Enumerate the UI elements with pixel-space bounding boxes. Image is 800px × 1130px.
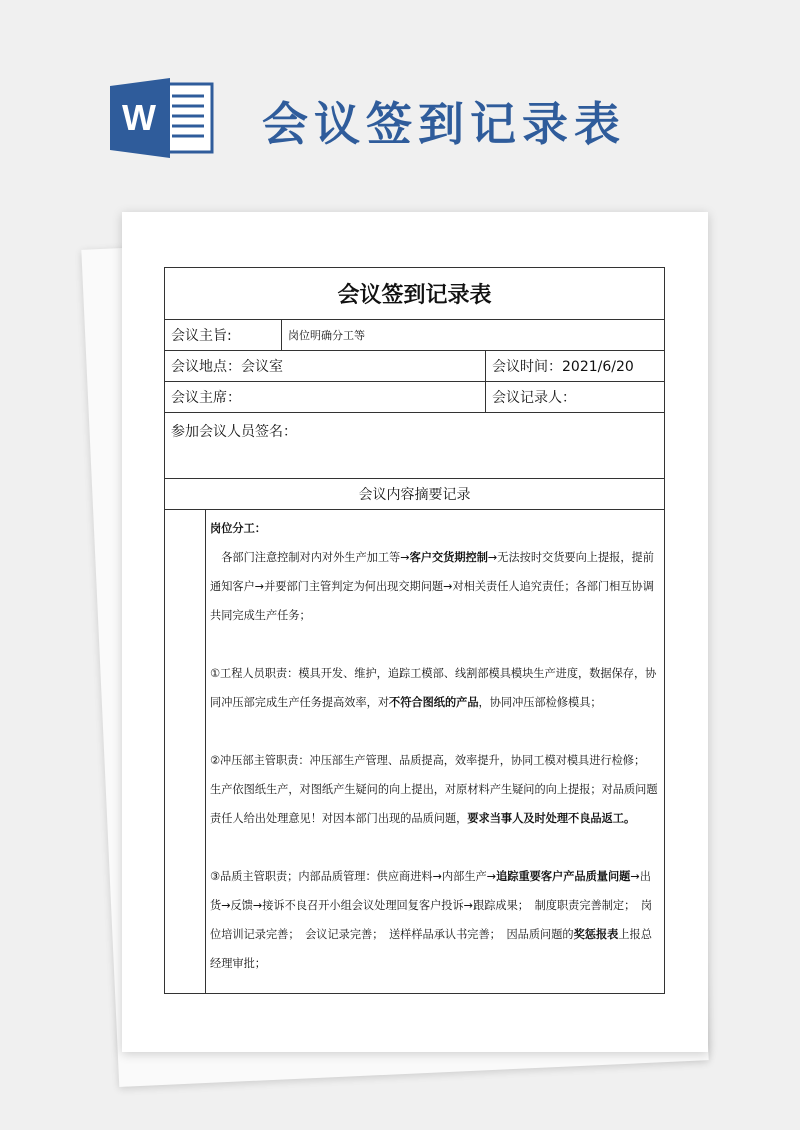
text-span: ①工程人员职责：模具开发、维护，追踪工模部、线割部模具模块生产进度，数据保存，协同冲压部完成生产任务提高效率，对: [210, 667, 657, 709]
theme-value[interactable]: 岗位明确分工等: [288, 329, 365, 342]
text-span: ③品质主管职责；内部品质管理：供应商进料→内部生产→: [210, 870, 497, 883]
text-span: →无法按时交货要向上提报，提前通知客户→并要部门主管判定为何出现交期问题→对相关责任人追究责任；各部门相互协调共同完成生产任务；: [210, 551, 654, 622]
paragraph-quality: [210, 862, 658, 978]
paragraph-delivery: [210, 543, 658, 630]
location-time-row: [165, 351, 664, 382]
svg-text:W: W: [122, 97, 156, 138]
chair-field[interactable]: 会议主席：: [165, 382, 486, 412]
text-span: ②冲压部主管职责：冲压部生产管理、品质提高，效率提升，协同工模对模具进行检修； 生产依图纸生产，对图纸产生疑问的向上提出，对原材料产生疑问的向上提报；对品质问题责任人给出处理意见！对因本部门出现的品质问题，: [210, 754, 658, 825]
bold-span: 追踪重要客户产品质量问题: [496, 870, 631, 883]
banner-title: 会议签到记录表: [262, 97, 626, 151]
recorder-field[interactable]: 会议记录人：: [492, 390, 576, 406]
bold-span: 客户交货期控制: [409, 551, 488, 564]
chair-recorder-row: [165, 382, 664, 413]
theme-row: [165, 320, 664, 351]
meeting-content: [206, 510, 664, 993]
content-heading: 岗位分工：: [210, 522, 266, 535]
content-margin-column: [165, 510, 206, 993]
time-field[interactable]: 会议时间：2021/6/20: [492, 359, 634, 375]
text-span: 各部门注意控制对内对外生产加工等→: [210, 551, 410, 564]
attendees-row: [165, 413, 664, 479]
paragraph-stamping: [210, 746, 658, 833]
summary-header: 会议内容摘要记录: [165, 479, 664, 510]
text-span: 上报总经理审批；: [210, 928, 652, 970]
location-field[interactable]: 会议地点：会议室: [165, 351, 486, 381]
bold-span: 奖惩报表: [573, 928, 619, 941]
text-span: ，协同冲压部检修模具；: [478, 696, 602, 709]
paragraph-engineering: [210, 659, 658, 717]
bold-span: 不符合图纸的产品: [389, 696, 479, 709]
bold-span: 要求当事人及时处理不良品返工。: [467, 812, 636, 825]
meeting-record-table: [164, 267, 665, 994]
attendees-signature-field[interactable]: 参加会议人员签名：: [171, 424, 297, 440]
theme-label: 会议主旨:: [165, 320, 282, 350]
content-row: [165, 510, 664, 993]
document-page: [122, 212, 708, 1052]
form-title: 会议签到记录表: [165, 268, 664, 320]
text-span: →出货→反馈→接诉不良召开小组会议处理回复客户投诉→跟踪成果； 制度职责完善制定； 岗位培训记录完善； 会议记录完善； 送样样品承认书完善； 因品质问题的: [210, 870, 653, 941]
word-document-icon: [110, 78, 214, 158]
